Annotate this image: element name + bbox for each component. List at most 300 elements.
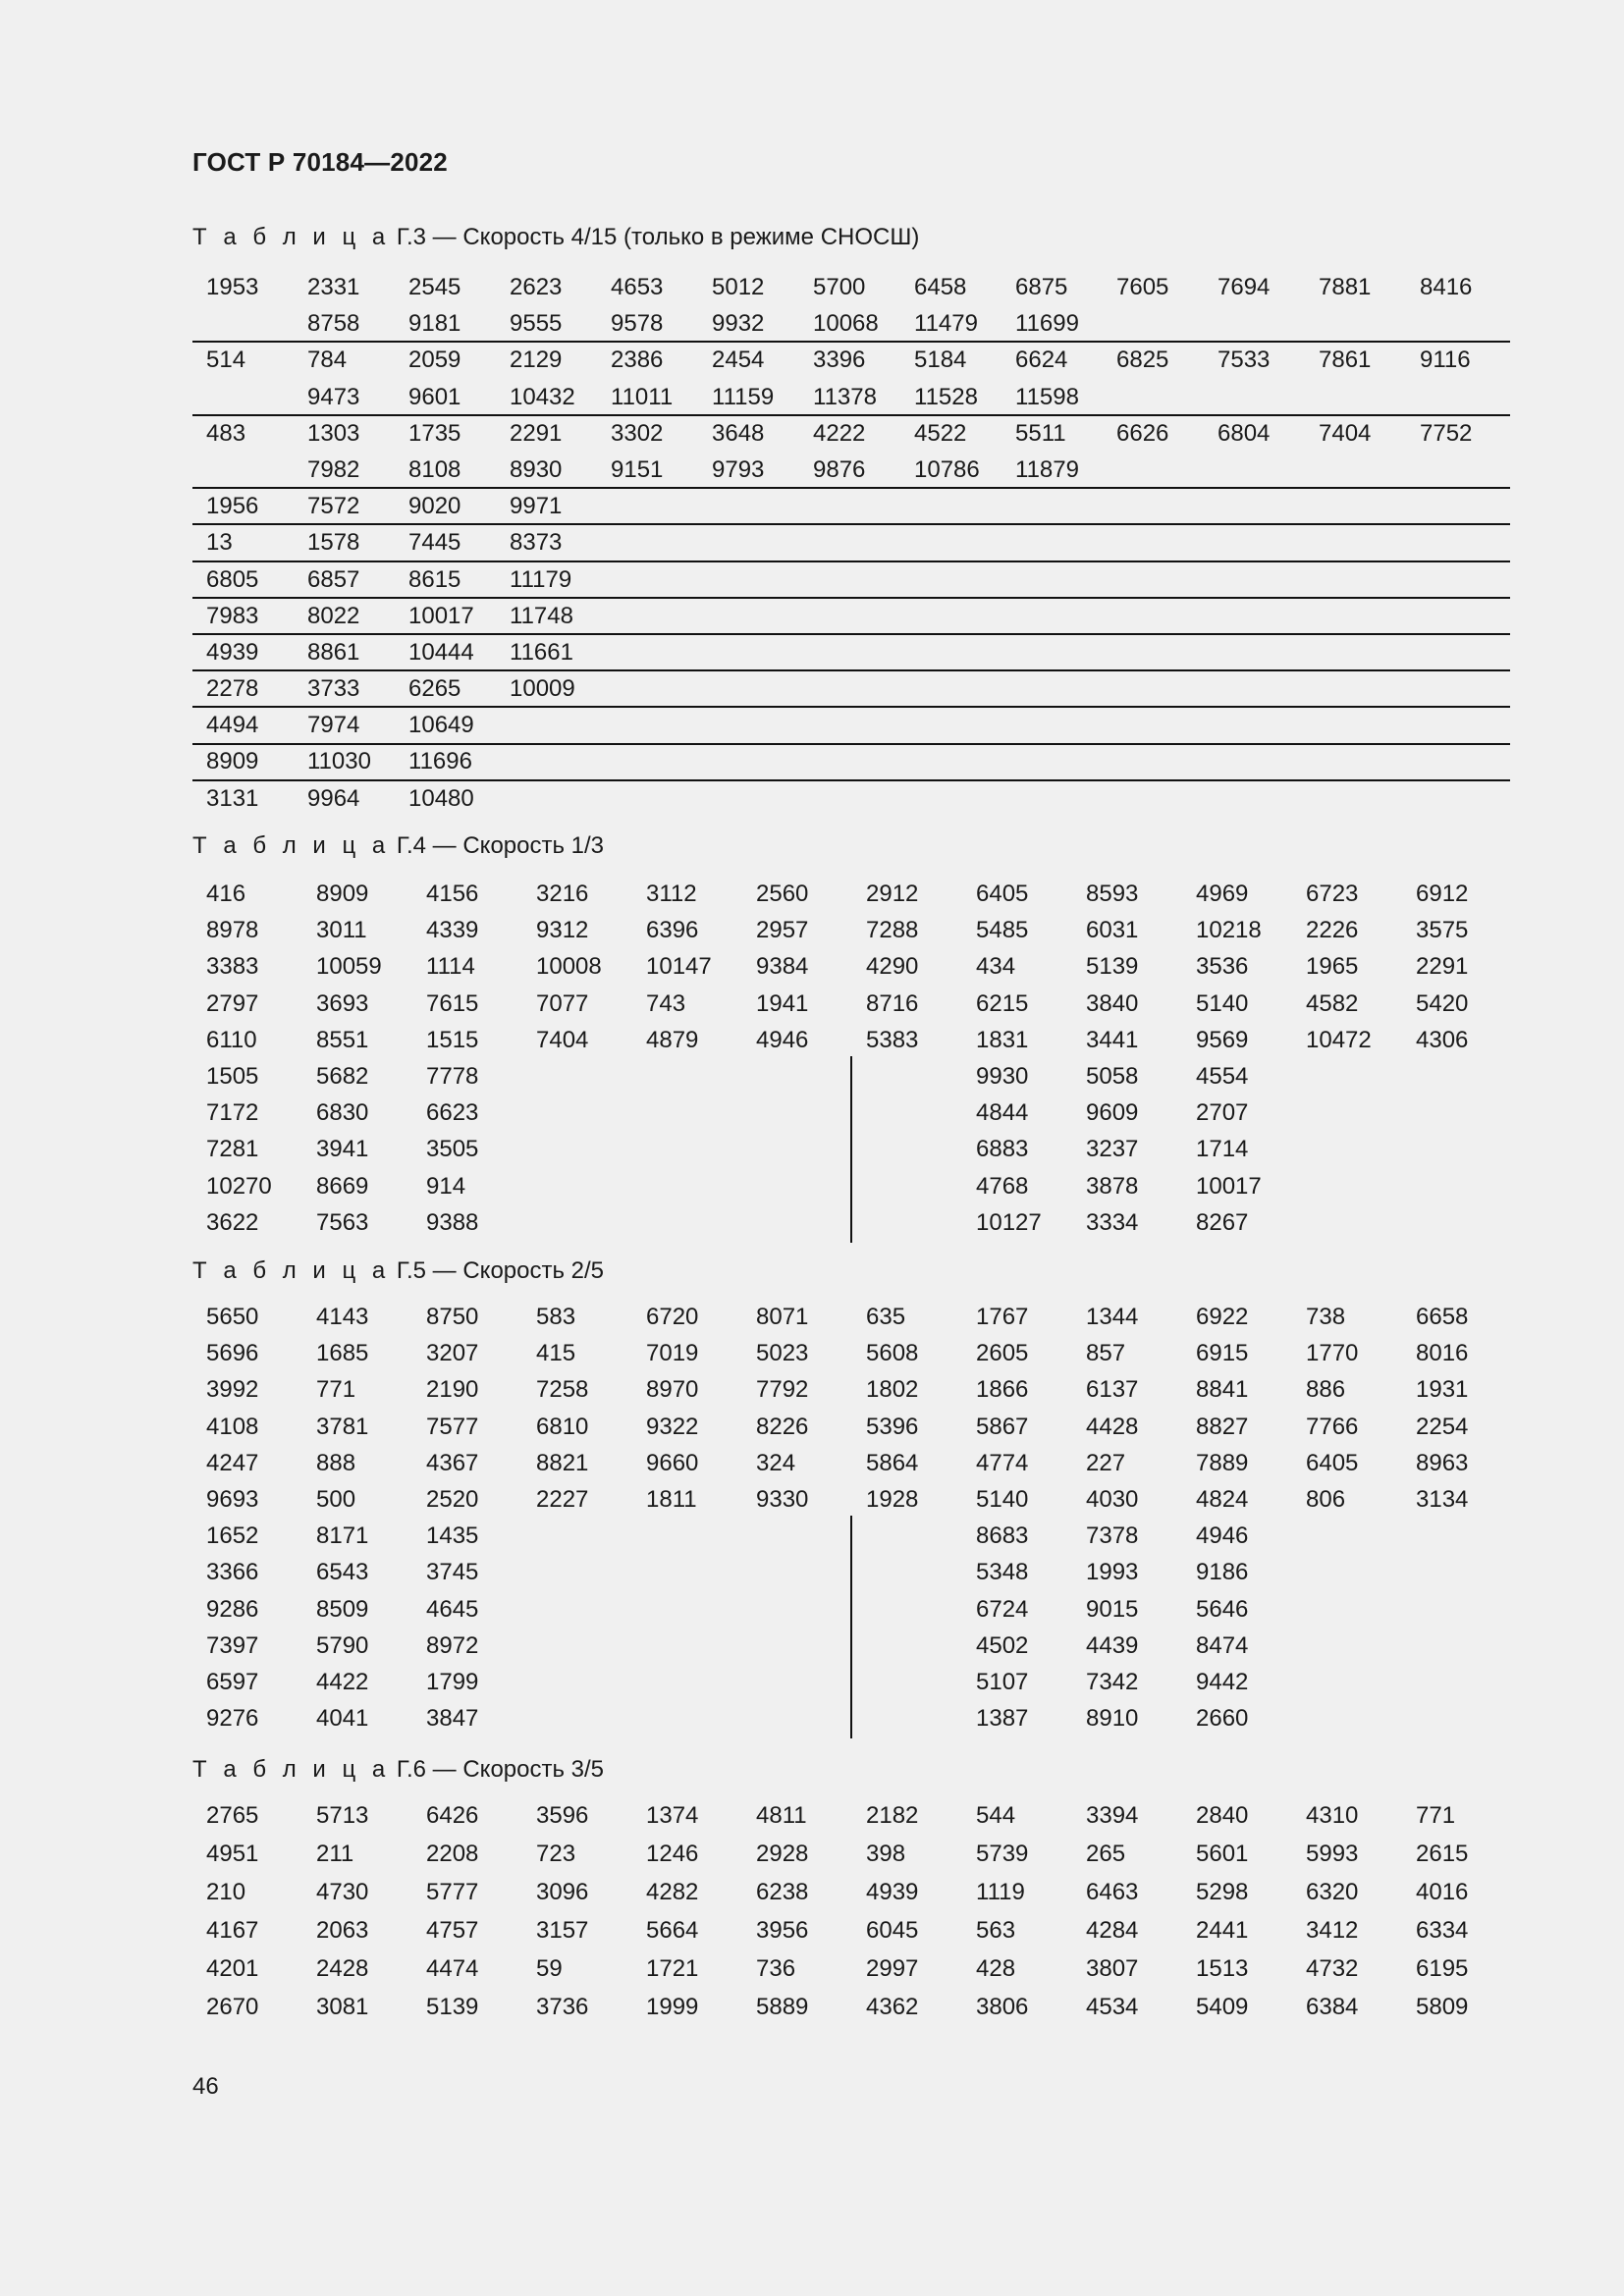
table-cell: 4939 <box>866 1879 919 1905</box>
table-row <box>192 986 1510 1022</box>
table-cell: 5790 <box>316 1631 369 1659</box>
table-cell: 4290 <box>866 953 919 981</box>
table-cell: 428 <box>976 1955 1016 1982</box>
table-cell: 8821 <box>536 1449 589 1476</box>
table-row <box>192 912 1510 948</box>
table-cell: 9601 <box>408 383 461 410</box>
table-cell: 5993 <box>1306 1841 1359 1867</box>
table-cell: 9473 <box>307 383 360 410</box>
table-cell: 2605 <box>976 1340 1029 1367</box>
table-cell: 6426 <box>426 1802 479 1829</box>
table-cell: 5713 <box>316 1802 369 1829</box>
table-cell: 1505 <box>206 1062 259 1090</box>
table-cell: 4824 <box>1196 1485 1249 1513</box>
row-separator <box>192 779 1510 781</box>
table-cell: 7605 <box>1116 274 1169 300</box>
row-separator <box>192 523 1510 525</box>
table-cell: 2291 <box>510 419 563 447</box>
table-cell: 2928 <box>756 1841 809 1867</box>
table-cell: 3736 <box>536 1994 589 2020</box>
table-cell: 6883 <box>976 1136 1029 1163</box>
table-label: Т а б л и ц а <box>192 832 391 859</box>
table-cell: 3536 <box>1196 953 1249 981</box>
table-cell: 5023 <box>756 1340 809 1367</box>
table-cell: 2386 <box>611 347 664 374</box>
table-cell: 9312 <box>536 917 589 944</box>
table-cell: 4367 <box>426 1449 479 1476</box>
table-cell: 6110 <box>206 1026 257 1053</box>
table-cell: 6405 <box>1306 1449 1359 1476</box>
table-cell: 4582 <box>1306 989 1359 1017</box>
table-cell: 5777 <box>426 1879 479 1905</box>
table-cell: 7881 <box>1319 274 1372 300</box>
table-cell: 4339 <box>426 917 479 944</box>
table-cell: 10480 <box>408 784 474 812</box>
table-cell: 11528 <box>914 383 978 410</box>
table-cell: 11179 <box>510 565 572 593</box>
table-cell: 4811 <box>756 1802 807 1829</box>
table-cell: 6238 <box>756 1879 809 1905</box>
table-cell: 2182 <box>866 1802 919 1829</box>
table-cell: 9876 <box>813 455 866 483</box>
table-row <box>192 1949 1510 1988</box>
table-cell: 914 <box>426 1172 466 1200</box>
table-cell: 2765 <box>206 1802 259 1829</box>
table-cell: 6215 <box>976 989 1029 1017</box>
table-row <box>192 598 1510 634</box>
table-cell: 10786 <box>914 455 980 483</box>
table-cell: 5682 <box>316 1062 369 1090</box>
table-cell: 3807 <box>1086 1955 1139 1982</box>
table-cell: 10068 <box>813 310 879 338</box>
table-cell: 3648 <box>712 419 765 447</box>
table-cell: 8963 <box>1416 1449 1469 1476</box>
table-cell: 6804 <box>1218 419 1271 447</box>
table-row <box>192 707 1510 743</box>
table-caption-text: Г.3 — Скорость 4/15 (только в режиме СНОСШ) <box>390 224 920 250</box>
table-cell: 8593 <box>1086 881 1139 907</box>
table-cell: 1685 <box>316 1340 369 1367</box>
table-cell: 2997 <box>866 1955 919 1982</box>
table-cell: 1435 <box>426 1522 479 1550</box>
table-cell: 7533 <box>1218 347 1271 374</box>
table-cell: 5396 <box>866 1413 919 1440</box>
table-cell: 8071 <box>756 1304 809 1330</box>
table-cell: 5348 <box>976 1559 1029 1586</box>
table-cell: 8978 <box>206 917 259 944</box>
table-cell: 210 <box>206 1879 246 1905</box>
table-cell: 5867 <box>976 1413 1029 1440</box>
table-cell: 9555 <box>510 310 563 338</box>
table-cell: 9971 <box>510 493 563 520</box>
table-cell: 9609 <box>1086 1099 1139 1127</box>
table-cell: 1303 <box>307 419 360 447</box>
table-cell: 8474 <box>1196 1631 1249 1659</box>
table-row <box>192 1409 1510 1445</box>
table-cell: 2331 <box>307 274 360 300</box>
table-cell: 6723 <box>1306 881 1359 907</box>
table-cell: 6334 <box>1416 1917 1469 1944</box>
table-cell: 6857 <box>307 565 360 593</box>
table-cell: 8758 <box>307 310 360 338</box>
table-cell: 10218 <box>1196 917 1262 944</box>
table-cell: 4494 <box>206 712 259 739</box>
table-cell: 2291 <box>1416 953 1469 981</box>
table-cell: 6875 <box>1015 274 1068 300</box>
row-separator <box>192 597 1510 599</box>
table-cell: 5139 <box>426 1994 479 2020</box>
table-row <box>192 1371 1510 1408</box>
table-cell: 2208 <box>426 1841 479 1867</box>
table-cell: 544 <box>976 1802 1016 1829</box>
table-cell: 4041 <box>316 1705 369 1733</box>
table-cell: 6720 <box>646 1304 699 1330</box>
table-cell: 11598 <box>1015 383 1079 410</box>
table-cell: 5664 <box>646 1917 699 1944</box>
table-cell: 6320 <box>1306 1879 1359 1905</box>
page-number: 46 <box>192 2073 219 2100</box>
table-cell: 265 <box>1086 1841 1126 1867</box>
table-cell: 3878 <box>1086 1172 1139 1200</box>
table-cell: 6922 <box>1196 1304 1249 1330</box>
table-cell: 6265 <box>408 675 461 703</box>
table-cell: 4946 <box>756 1026 809 1053</box>
table-cell: 9286 <box>206 1595 259 1623</box>
row-separator <box>192 561 1510 562</box>
table-cell: 3011 <box>316 917 367 944</box>
table-cell: 59 <box>536 1955 563 1982</box>
table-cell: 2227 <box>536 1485 589 1513</box>
table-caption <box>192 1756 604 1784</box>
column-divider <box>850 1056 852 1243</box>
table-cell: 8022 <box>307 602 360 629</box>
table-cell: 11879 <box>1015 455 1079 483</box>
table-cell: 4534 <box>1086 1994 1139 2020</box>
table-cell: 9116 <box>1420 347 1471 374</box>
table-cell: 10472 <box>1306 1026 1372 1053</box>
table-cell: 10017 <box>408 602 474 629</box>
table-cell: 583 <box>536 1304 576 1330</box>
table-cell: 1953 <box>206 274 259 300</box>
table-row <box>192 415 1510 452</box>
table-cell: 3505 <box>426 1136 479 1163</box>
table-cell: 5383 <box>866 1026 919 1053</box>
table-cell: 6658 <box>1416 1304 1469 1330</box>
table-cell: 5298 <box>1196 1879 1249 1905</box>
table-cell: 6810 <box>536 1413 589 1440</box>
table-cell: 1387 <box>976 1705 1029 1733</box>
table-cell: 9442 <box>1196 1668 1249 1695</box>
table-cell: 10270 <box>206 1172 272 1200</box>
table-cell: 1374 <box>646 1802 699 1829</box>
row-separator <box>192 706 1510 708</box>
table-cell: 6805 <box>206 565 259 593</box>
table-cell: 1246 <box>646 1841 699 1867</box>
table-cell: 2670 <box>206 1994 259 2020</box>
table-cell: 3383 <box>206 953 259 981</box>
table-cell: 7563 <box>316 1208 369 1236</box>
table-cell: 9020 <box>408 493 461 520</box>
table-label: Т а б л и ц а <box>192 1257 391 1284</box>
table-cell: 738 <box>1306 1304 1346 1330</box>
table-cell: 5140 <box>976 1485 1029 1513</box>
table-cell: 434 <box>976 953 1016 981</box>
table-cell: 2912 <box>866 881 919 907</box>
table-cell: 4757 <box>426 1917 479 1944</box>
table-cell: 771 <box>316 1376 356 1404</box>
table-cell: 9322 <box>646 1413 699 1440</box>
table-cell: 8267 <box>1196 1208 1249 1236</box>
table-cell: 1119 <box>976 1879 1025 1905</box>
table-cell: 3745 <box>426 1559 479 1586</box>
table-cell: 8972 <box>426 1631 479 1659</box>
table-cell: 7404 <box>1319 419 1372 447</box>
table-cell: 1831 <box>976 1026 1029 1053</box>
table-cell: 8909 <box>206 748 259 775</box>
row-separator <box>192 414 1510 416</box>
table-cell: 398 <box>866 1841 906 1867</box>
table-cell: 4030 <box>1086 1485 1139 1513</box>
table-cell: 4522 <box>914 419 967 447</box>
table-cell: 1965 <box>1306 953 1359 981</box>
table-cell: 4247 <box>206 1449 259 1476</box>
table-cell: 8416 <box>1420 274 1473 300</box>
table-cell: 4167 <box>206 1917 259 1944</box>
table-cell: 3733 <box>307 675 360 703</box>
table-cell: 1770 <box>1306 1340 1359 1367</box>
table-cell: 2797 <box>206 989 259 1017</box>
table-cell: 8841 <box>1196 1376 1249 1404</box>
table-cell: 2278 <box>206 675 259 703</box>
table-cell: 5809 <box>1416 1994 1469 2020</box>
table-cell: 10059 <box>316 953 382 981</box>
table-cell: 1515 <box>426 1026 479 1053</box>
table-cell: 9276 <box>206 1705 259 1733</box>
table-cell: 7694 <box>1218 274 1271 300</box>
table-cell: 4284 <box>1086 1917 1139 1944</box>
table-cell: 9186 <box>1196 1559 1249 1586</box>
table-cell: 10432 <box>510 383 575 410</box>
table-cell: 10127 <box>976 1208 1042 1236</box>
table-row <box>192 1796 1510 1835</box>
table-cell: 6624 <box>1015 347 1068 374</box>
table-cell: 3334 <box>1086 1208 1139 1236</box>
table-cell: 11030 <box>307 748 371 775</box>
table-cell: 3302 <box>611 419 664 447</box>
table-cell: 3112 <box>646 881 697 907</box>
table-cell: 9384 <box>756 953 809 981</box>
table-cell: 1513 <box>1196 1955 1249 1982</box>
table-cell: 6137 <box>1086 1376 1139 1404</box>
table-cell: 9181 <box>408 310 461 338</box>
table-cell: 6626 <box>1116 419 1169 447</box>
row-separator <box>192 487 1510 489</box>
table-cell: 3237 <box>1086 1136 1139 1163</box>
table-cell: 1928 <box>866 1485 919 1513</box>
table-cell: 8910 <box>1086 1705 1139 1733</box>
table-cell: 2520 <box>426 1485 479 1513</box>
table-cell: 9330 <box>756 1485 809 1513</box>
table-cell: 9578 <box>611 310 664 338</box>
table-cell: 4879 <box>646 1026 699 1053</box>
table-cell: 9569 <box>1196 1026 1249 1053</box>
table-cell: 11748 <box>510 602 573 629</box>
table-cell: 5184 <box>914 347 967 374</box>
data-table <box>192 1796 1510 2026</box>
table-cell: 227 <box>1086 1449 1126 1476</box>
table-cell: 4156 <box>426 881 479 907</box>
row-separator <box>192 743 1510 745</box>
table-cell: 3596 <box>536 1802 589 1829</box>
table-cell: 3412 <box>1306 1917 1359 1944</box>
table-cell: 9930 <box>976 1062 1029 1090</box>
table-cell: 6543 <box>316 1559 369 1586</box>
table-cell: 10147 <box>646 953 712 981</box>
table-cell: 5601 <box>1196 1841 1249 1867</box>
table-cell: 2254 <box>1416 1413 1469 1440</box>
table-cell: 7974 <box>307 712 360 739</box>
table-cell: 3847 <box>426 1705 479 1733</box>
table-cell: 7288 <box>866 917 919 944</box>
table-cell: 3840 <box>1086 989 1139 1017</box>
table-row <box>192 1988 1510 2026</box>
table-cell: 2840 <box>1196 1802 1249 1829</box>
table-row <box>192 1022 1510 1058</box>
table-cell: 6597 <box>206 1668 259 1695</box>
table-cell: 1941 <box>756 989 809 1017</box>
table-cell: 5485 <box>976 917 1029 944</box>
table-cell: 10649 <box>408 712 474 739</box>
table-cell: 2454 <box>712 347 765 374</box>
table-cell: 2660 <box>1196 1705 1249 1733</box>
table-row <box>192 634 1510 670</box>
table-row <box>192 379 1510 415</box>
table-row <box>192 1445 1510 1481</box>
table-cell: 2560 <box>756 881 809 907</box>
table-cell: 1802 <box>866 1376 919 1404</box>
table-cell: 7397 <box>206 1631 259 1659</box>
column-divider <box>850 1516 852 1738</box>
table-cell: 5409 <box>1196 1994 1249 2020</box>
table-cell: 7445 <box>408 529 461 557</box>
table-cell: 5511 <box>1015 419 1066 447</box>
table-cell: 1931 <box>1416 1376 1469 1404</box>
table-cell: 3956 <box>756 1917 809 1944</box>
table-cell: 4554 <box>1196 1062 1249 1090</box>
table-cell: 857 <box>1086 1340 1126 1367</box>
table-cell: 3693 <box>316 989 369 1017</box>
table-cell: 8373 <box>510 529 563 557</box>
table-row <box>192 876 1510 912</box>
table-row <box>192 488 1510 524</box>
table-cell: 1866 <box>976 1376 1029 1404</box>
table-cell: 4422 <box>316 1668 369 1695</box>
table-cell: 2063 <box>316 1917 369 1944</box>
table-row <box>192 342 1510 378</box>
table-cell: 563 <box>976 1917 1016 1944</box>
table-cell: 4362 <box>866 1994 919 2020</box>
table-cell: 2545 <box>408 274 461 300</box>
table-cell: 7983 <box>206 602 259 629</box>
table-cell: 9151 <box>611 455 664 483</box>
table-cell: 11696 <box>408 748 472 775</box>
table-cell: 4310 <box>1306 1802 1359 1829</box>
table-cell: 3207 <box>426 1340 479 1367</box>
table-cell: 4439 <box>1086 1631 1139 1659</box>
table-cell: 3081 <box>316 1994 369 2020</box>
table-cell: 1999 <box>646 1994 699 2020</box>
table-row <box>192 524 1510 561</box>
table-cell: 10008 <box>536 953 602 981</box>
table-caption-text: Г.6 — Скорость 3/5 <box>390 1756 605 1783</box>
table-cell: 3622 <box>206 1208 259 1236</box>
table-row <box>192 948 1510 985</box>
table-cell: 3157 <box>536 1917 589 1944</box>
table-cell: 9015 <box>1086 1595 1139 1623</box>
table-cell: 8970 <box>646 1376 699 1404</box>
table-cell: 7019 <box>646 1340 699 1367</box>
table-cell: 324 <box>756 1449 796 1476</box>
table-cell: 4844 <box>976 1099 1029 1127</box>
table-cell: 8615 <box>408 565 461 593</box>
table-cell: 8716 <box>866 989 919 1017</box>
table-cell: 4222 <box>813 419 866 447</box>
table-row <box>192 780 1510 817</box>
table-cell: 7982 <box>307 455 360 483</box>
table-cell: 514 <box>206 347 246 374</box>
table-cell: 4016 <box>1416 1879 1469 1905</box>
table-row <box>192 1911 1510 1949</box>
table-cell: 483 <box>206 419 246 447</box>
table-cell: 635 <box>866 1304 906 1330</box>
table-cell: 8509 <box>316 1595 369 1623</box>
table-cell: 6830 <box>316 1099 369 1127</box>
table-label: Т а б л и ц а <box>192 224 391 250</box>
table-cell: 6915 <box>1196 1340 1249 1367</box>
table-cell: 1993 <box>1086 1559 1139 1586</box>
table-cell: 5012 <box>712 274 765 300</box>
table-cell: 8669 <box>316 1172 369 1200</box>
table-cell: 6463 <box>1086 1879 1139 1905</box>
table-cell: 7615 <box>426 989 479 1017</box>
table-cell: 1721 <box>646 1955 699 1982</box>
table-cell: 5140 <box>1196 989 1249 1017</box>
table-cell: 5058 <box>1086 1062 1139 1090</box>
document-header: ГОСТ Р 70184—2022 <box>192 147 448 177</box>
table-cell: 743 <box>646 989 686 1017</box>
table-cell: 3216 <box>536 881 589 907</box>
table-cell: 1344 <box>1086 1304 1139 1330</box>
table-cell: 5420 <box>1416 989 1469 1017</box>
table-cell: 1811 <box>646 1485 697 1513</box>
table-cell: 10017 <box>1196 1172 1262 1200</box>
table-cell: 4645 <box>426 1595 479 1623</box>
table-cell: 2707 <box>1196 1099 1249 1127</box>
table-cell: 8909 <box>316 881 369 907</box>
table-caption <box>192 224 919 251</box>
table-row <box>192 452 1510 488</box>
table-row <box>192 269 1510 305</box>
table-cell: 5139 <box>1086 953 1139 981</box>
table-cell: 8930 <box>510 455 563 483</box>
table-cell: 1799 <box>426 1668 479 1695</box>
table-cell: 5739 <box>976 1841 1029 1867</box>
table-cell: 1714 <box>1196 1136 1249 1163</box>
table-cell: 7577 <box>426 1413 479 1440</box>
table-cell: 6825 <box>1116 347 1169 374</box>
table-cell: 1114 <box>426 953 475 981</box>
table-cell: 1578 <box>307 529 360 557</box>
